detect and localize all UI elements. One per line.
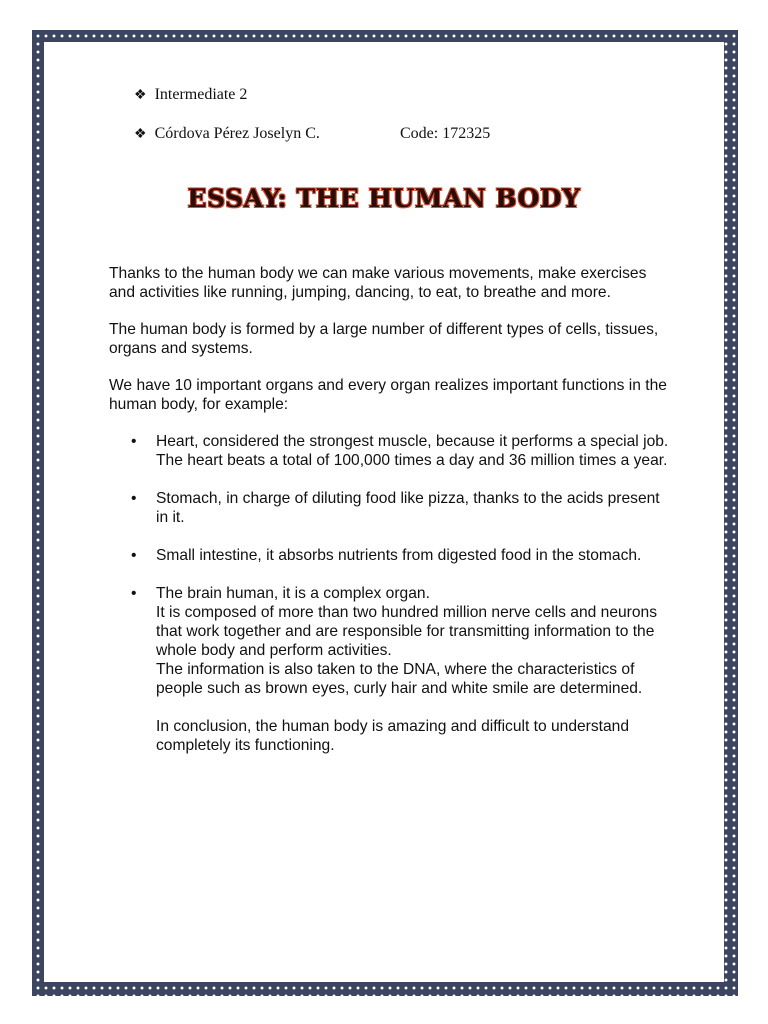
heart-beats-text: The heart beats a total of 100,000 times a day and 36 million times a year. <box>156 452 668 469</box>
bullet-dot-icon: • <box>131 585 137 602</box>
level-text: Intermediate 2 <box>154 86 248 103</box>
brain-text: The brain human, it is a complex organ. <box>156 585 430 602</box>
student-code: Code: 172325 <box>400 125 491 142</box>
bullet-dot-icon: • <box>131 547 137 564</box>
diamond-bullet-icon: ❖ <box>134 127 147 142</box>
diamond-bullet-icon: ❖ <box>134 88 147 103</box>
essay-body <box>109 264 669 773</box>
header-level-line <box>134 86 247 104</box>
paragraph-intro: Thanks to the human body we can make various movements, make exercises and activities like running, jumping, dancing, to eat, to breathe and more. <box>109 265 647 301</box>
heart-text: Heart, considered the strongest muscle, because it performs a special job. <box>156 433 669 450</box>
bullet-dot-icon: • <box>131 490 137 507</box>
bullet-dot-icon: • <box>131 433 137 450</box>
organ-list <box>109 432 669 698</box>
stomach-text: Stomach, in charge of diluting food like pizza, thanks to the acids present in it. <box>156 490 660 526</box>
paragraph-composition: The human body is formed by a large number of different types of cells, tissues, organs and systems. <box>109 321 659 357</box>
list-item-brain <box>109 584 669 698</box>
list-item-small-intestine <box>109 546 669 565</box>
list-item-stomach <box>109 489 669 527</box>
brain-dna-text: The information is also taken to the DNA, where the characteristics of people such as brown eyes, curly hair and white smile are determined. <box>156 661 643 697</box>
paragraph-organs: We have 10 important organs and every organ realizes important functions in the human body, for example: <box>109 377 667 413</box>
essay-title: ESSAY: THE HUMAN BODY <box>187 184 581 213</box>
list-item-heart <box>109 432 669 470</box>
paragraph-conclusion: In conclusion, the human body is amazing and difficult to understand completely its functioning. <box>156 718 630 754</box>
brain-neurons-text: It is composed of more than two hundred million nerve cells and neurons that work together and are responsible for transmitting information to the whole body and perform activities. <box>156 604 658 659</box>
student-name: Córdova Pérez Joselyn C. <box>154 125 320 142</box>
small-intestine-text: Small intestine, it absorbs nutrients from digested food in the stomach. <box>156 547 642 564</box>
header-student-line <box>134 125 491 143</box>
